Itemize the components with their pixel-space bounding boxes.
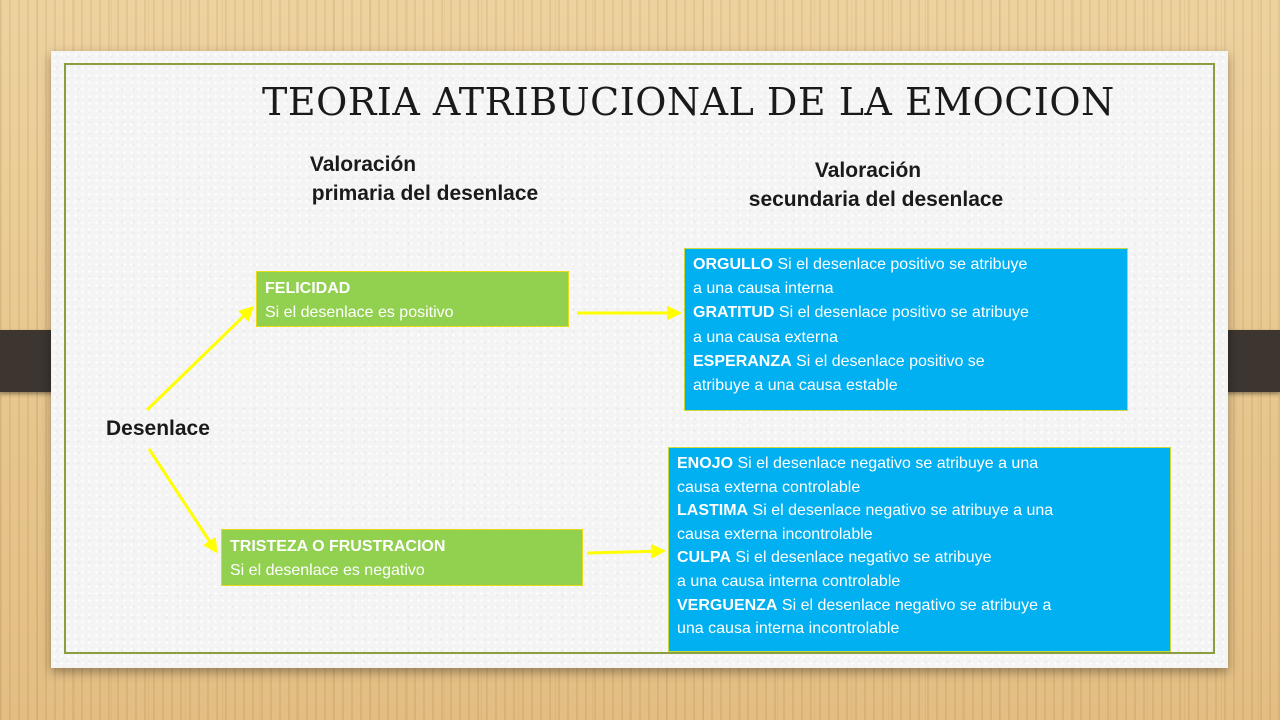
esperanza-label: ESPERANZA [693, 352, 792, 370]
orgullo-text-2: a una causa interna [693, 280, 834, 298]
gratitud-text-1: Si el desenlace positivo se atribuye [774, 304, 1029, 322]
culpa-text-2: a una causa interna controlable [677, 572, 901, 590]
esperanza-text-2: atribuye a una causa estable [693, 377, 898, 395]
verguenza-label: VERGUENZA [677, 596, 778, 614]
verguenza-text-2: una causa interna incontrolable [677, 620, 900, 638]
node-desenlace: Desenlace [106, 417, 210, 440]
lastima-text-2: causa externa incontrolable [677, 525, 873, 543]
tristeza-label: TRISTEZA O FRUSTRACION [230, 538, 446, 555]
enojo-text-1: Si el desenlace negativo se atribuye a una [733, 455, 1039, 472]
enojo-label: ENOJO [677, 455, 734, 472]
felicidad-text: Si el desenlace es positivo [265, 304, 454, 321]
slide-title: TEORIA ATRIBUCIONAL DE LA EMOCION [262, 80, 1115, 124]
tristeza-text: Si el desenlace es negativo [230, 562, 425, 579]
lastima-text-1: Si el desenlace negativo se atribuye a una [748, 502, 1054, 520]
heading-secondary-line-2: secundaria del desenlace [748, 188, 1004, 211]
culpa-text-1: Si el desenlace negativo se atribuye [730, 549, 992, 567]
orgullo-label: ORGULLO [693, 256, 773, 273]
lastima-label: LASTIMA [677, 502, 749, 520]
heading-secondary-line-1: Valoración [814, 159, 922, 182]
heading-primary-line-2: primaria del desenlace [311, 182, 539, 205]
felicidad-label: FELICIDAD [265, 280, 351, 297]
esperanza-text-1: Si el desenlace positivo se [791, 352, 985, 370]
arrow-desenlace-to-tristeza [149, 449, 216, 551]
gratitud-text-2: a una causa externa [693, 328, 838, 346]
orgullo-text-1: Si el desenlace positivo se atribuye [773, 256, 1028, 273]
gratitud-label: GRATITUD [693, 304, 775, 322]
arrow-desenlace-to-felicidad [147, 308, 252, 410]
heading-primary-line-1: Valoración [309, 153, 417, 176]
arrow-tristeza-to-negative [587, 551, 663, 553]
enojo-text-2: causa externa controlable [677, 478, 861, 496]
culpa-label: CULPA [677, 549, 731, 567]
verguenza-text-1: Si el desenlace negativo se atribuye a [777, 596, 1052, 614]
